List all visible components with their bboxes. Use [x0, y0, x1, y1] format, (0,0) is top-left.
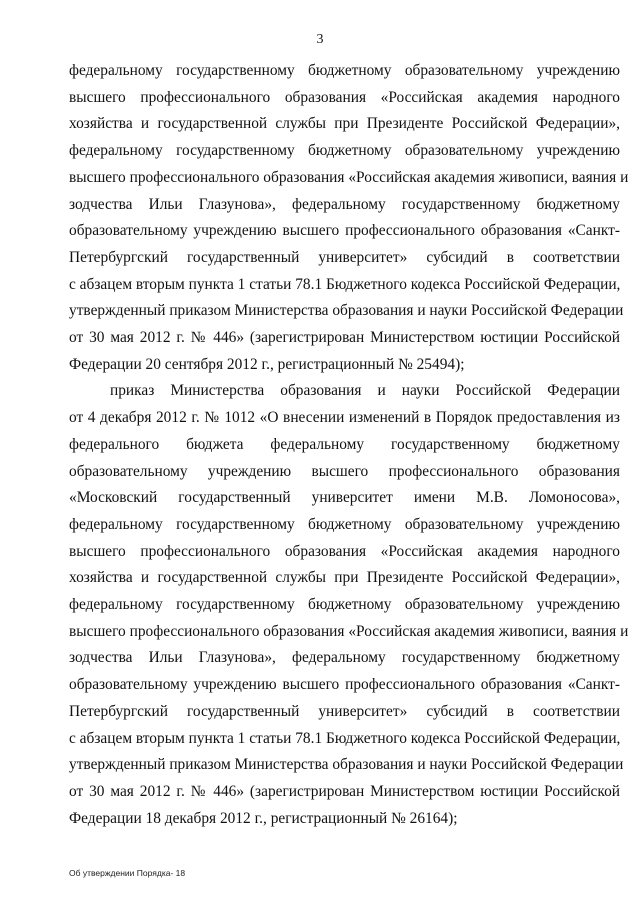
footer-note: Об утверждении Порядка- 18	[69, 868, 186, 878]
text-line: от 4 декабря 2012 г. № 1012 «О внесении изменений в Порядок предоставления из	[69, 409, 620, 427]
text-line: хозяйства и государственной службы при Президенте Российской Федерации»,	[69, 569, 620, 587]
text-line: федеральному государственному бюджетному образовательному учреждению	[69, 596, 620, 614]
text-line: образовательному учреждению высшего профессионального образования	[69, 462, 620, 480]
text-line: хозяйства и государственной службы при Президенте Российской Федерации»,	[69, 115, 620, 133]
document-body	[69, 58, 629, 832]
text-line: утвержденный приказом Министерства образования и науки Российской Федерации	[69, 756, 624, 774]
text-line: высшего профессионального образования «Российская академия живописи, ваяния и	[69, 622, 629, 640]
text-line: зодчества Ильи Глазунова», федеральному государственному бюджетному	[69, 649, 620, 667]
text-line: Петербургский государственный университет» субсидий в соответствии	[69, 702, 620, 720]
page-number: 3	[316, 32, 324, 47]
text-line: федеральному государственному бюджетному образовательному учреждению	[69, 142, 620, 160]
text-line: «Московский государственный университет имени М.В. Ломоносова»,	[69, 489, 620, 507]
text-line: высшего профессионального образования «Российская академия народного	[69, 542, 620, 560]
text-line: утвержденный приказом Министерства образования и науки Российской Федерации	[69, 302, 624, 320]
text-line: федеральному государственному бюджетному образовательному учреждению	[69, 62, 620, 79]
text-line: с абзацем вторым пункта 1 статьи 78.1 Бюджетного кодекса Российской Федерации,	[69, 275, 621, 293]
text-line: образовательному учреждению высшего профессионального образования «Санкт-	[69, 222, 620, 240]
text-line: высшего профессионального образования «Российская академия живописи, ваяния и	[69, 168, 629, 186]
text-line: образовательному учреждению высшего профессионального образования «Санкт-	[69, 676, 620, 694]
text-line: от 30 мая 2012 г. № 446» (зарегистрирован Министерством юстиции Российской	[69, 329, 620, 347]
paragraph-2	[69, 378, 629, 832]
text-line: Федерации 18 декабря 2012 г., регистрационный № 26164);	[69, 809, 458, 827]
text-line: Петербургский государственный университет» субсидий в соответствии	[69, 248, 620, 266]
text-line: высшего профессионального образования «Российская академия народного	[69, 88, 620, 106]
text-line: федерального бюджета федеральному государственному бюджетному	[69, 435, 620, 453]
paragraph-1	[69, 58, 629, 378]
text-line: Федерации 20 сентября 2012 г., регистрационный № 25494);	[69, 355, 465, 373]
text-line: от 30 мая 2012 г. № 446» (зарегистрирован Министерством юстиции Российской	[69, 782, 620, 800]
text-line: зодчества Ильи Глазунова», федеральному государственному бюджетному	[69, 195, 620, 213]
text-line: приказ Министерства образования и науки Российской Федерации	[110, 382, 620, 400]
text-line: с абзацем вторым пункта 1 статьи 78.1 Бюджетного кодекса Российской Федерации,	[69, 729, 621, 747]
text-line: федеральному государственному бюджетному образовательному учреждению	[69, 515, 620, 533]
